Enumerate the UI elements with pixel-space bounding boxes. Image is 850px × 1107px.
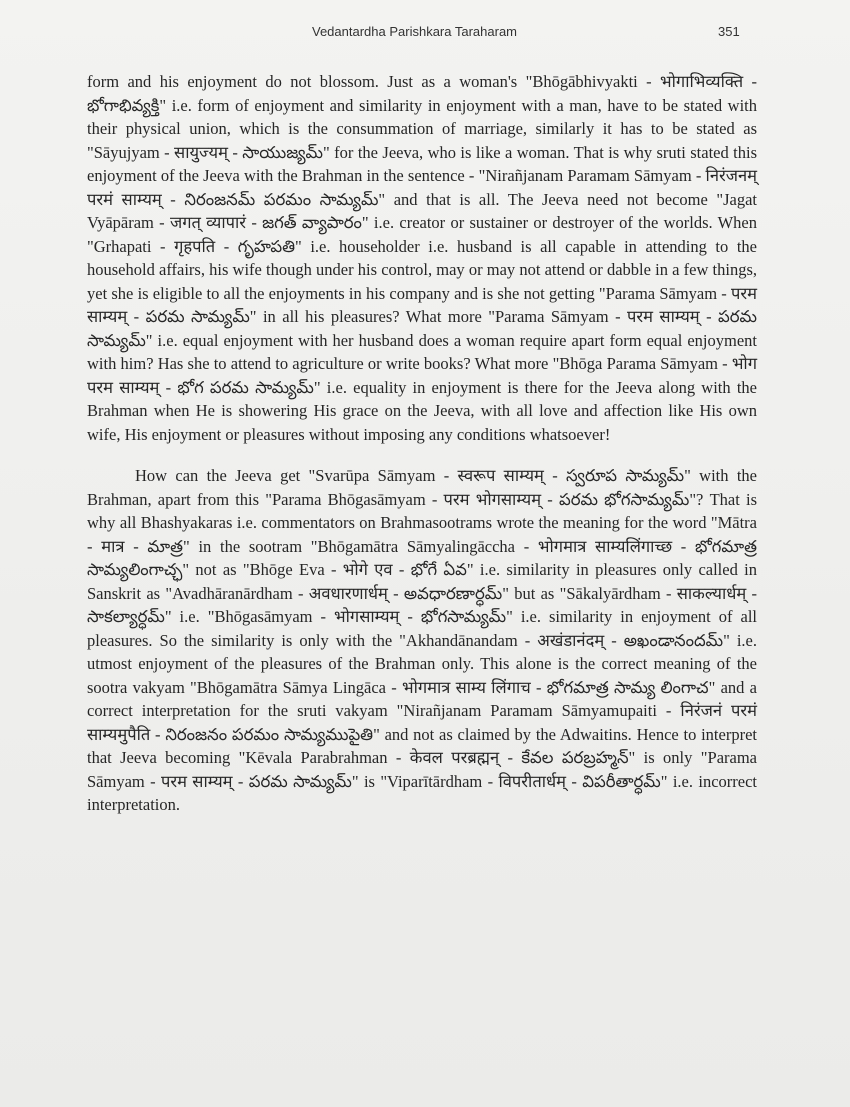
paragraph-2: How can the Jeeva get "Svarūpa Sāmyam - स्वरूप साम्यम् - స్వరూప సామ్యమ్" with the Brahman, apart from this "Parama Bhōgasāmyam - परम भोगसाम्यम् - పరమ భోగసామ్యమ్"? That is why all Bhashyakaras i.e. commentators on Brahmasootrams wrote the meaning for the word "Mātra - मात्र - మాత్ర" in the sootram "Bhōgamātra Sāmyalingāccha - भोगमात्र साम्यलिंगाच्छ - భోగమాత్ర సామ్యలింగాచ్ఛ" not as "Bhōge Eva - भोगे एव - భోగే ఏవ" i.e. similarity in pleasures only called in Sanskrit as "Avadhāranārdham - अवधारणार्धम् - అవధారణార్ధమ్" but as "Sākalyārdham - साकल्यार्धम् - సాకల్యార్ధమ్" i.e. "Bhōgasāmyam - भोगसाम्यम् - భోగసామ్యమ్" i.e. similarity in enjoyment of all pleasures. So the similarity is only with the "Akhandānandam - अखंडानंदम् - అఖండానందమ్" i.e. utmost enjoyment of the pleasures of the Brahman only. This alone is the correct meaning of the sootra vakyam "Bhōgamātra Sāmya Lingāca - भोगमात्र साम्य लिंगाच - భోగమాత్ర సామ్య లింగాచ" and a correct interpretation for the sruti vakyam "Nirañjanam Paramam Sāmyamupaiti - निरंजनं परमं साम्यमुपैति - నిరంజనం పరమం సామ్యముపైతి" and not as claimed by the Adwaitins. Hence to interpret that Jeeva becoming "Kēvala Parabrahman - केवल परब्रह्मन् - కేవల పరబ్రహ్మన్" is only "Parama Sāmyam - परम साम्यम् - పరమ సామ్యమ్" is "Viparītārdham - विपरीतार्धम् - విపరీతార్ధమ్" i.e. incorrect interpretation. xyxy=(87,466,757,814)
body-text xyxy=(87,70,757,817)
running-title: Vedantardha Parishkara Taraharam xyxy=(312,24,517,39)
paragraph-1: form and his enjoyment do not blossom. Just as a woman's "Bhōgābhivyakti - भोगाभिव्यक्ति - భోగాభివ్యక్తి" i.e. form of enjoyment and similarity in enjoyment with a man, have to be stated with their physical union, which is the consummation of marriage, similarly it has to be stated as "Sāyujyam - सायुज्यम् - సాయుజ్యమ్" for the Jeeva, who is like a woman. That is why sruti stated this enjoyment of the Jeeva with the Brahman in the sentence - "Nirañjanam Paramam Sāmyam - निरंजनम् परमं साम्यम् - నిరంజనమ్ పరమం సామ్యమ్" and that is all. The Jeeva need not become "Jagat Vyāpāram - जगत् व्यापारं - జగత్ వ్యాపారం" i.e. creator or sustainer or destroyer of the worlds. When "Grhapati - गृहपति - గృహపతి" i.e. householder i.e. husband is all capable in attending to the household affairs, his wife though under his control, may or may not attend or dabble in a few things, yet she is eligible to all the enjoyments in his company and is she not getting "Parama Sāmyam - परम साम्यम् - పరమ సామ్యమ్" in all his pleasures? What more "Parama Sāmyam - परम साम्यम् - పరమ సామ్యమ్" i.e. equal enjoyment with her husband does a woman require apart form equal enjoyment with him? Has she to attend to agriculture or write books? What more "Bhōga Parama Sāmyam - भोग परम साम्यम् - భోగ పరమ సామ్యమ్" i.e. equality in enjoyment is there for the Jeeva along with the Brahman when He is showering His grace on the Jeeva, with all love and affection like His own wife, His enjoyment or pleasures without imposing any conditions whatsoever! xyxy=(87,72,757,444)
page-number: 351 xyxy=(718,24,740,39)
page-header xyxy=(0,24,850,44)
